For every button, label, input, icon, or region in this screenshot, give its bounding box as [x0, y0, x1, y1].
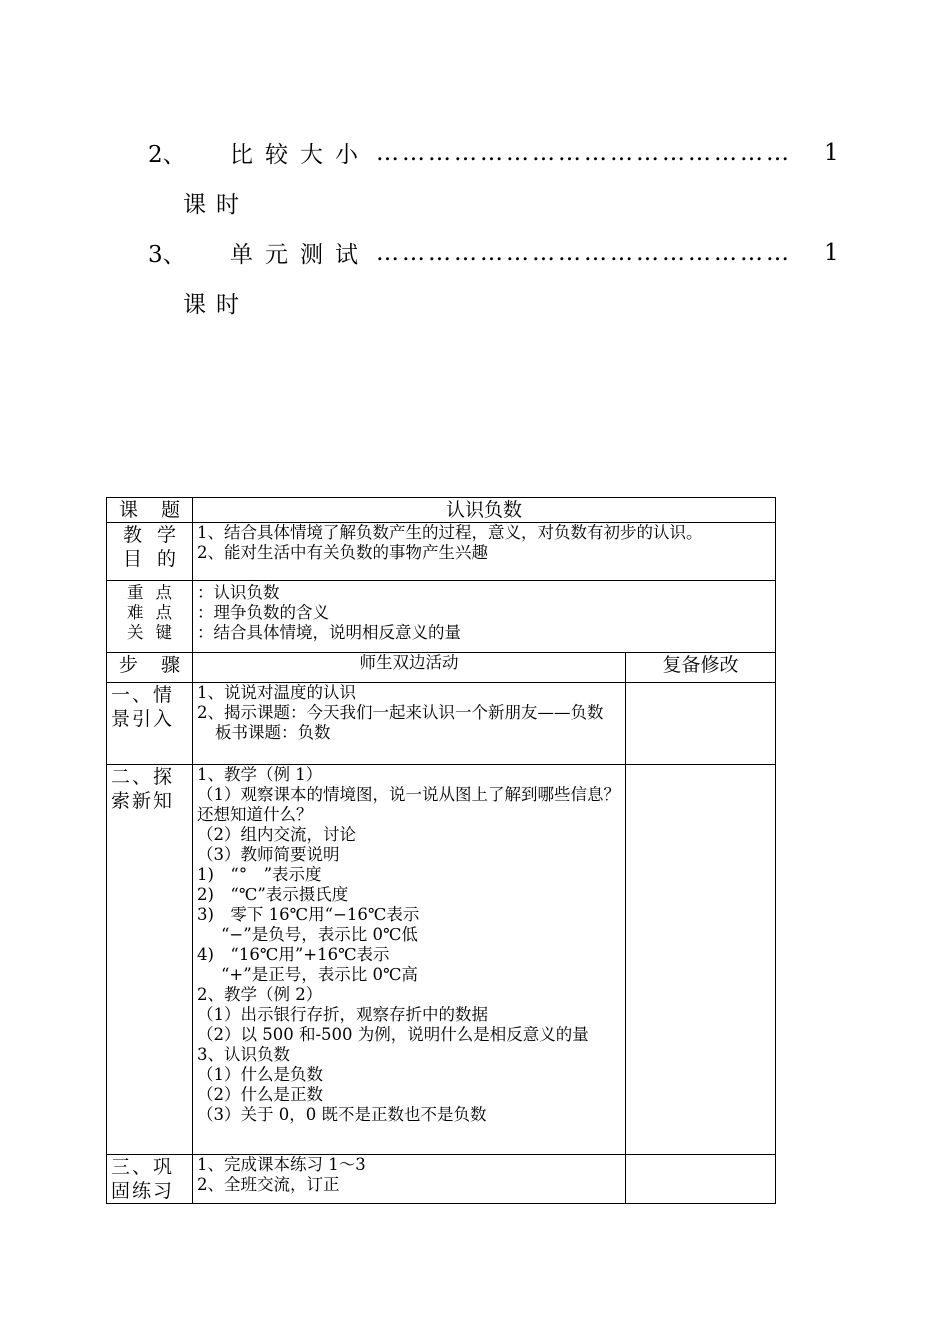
content-line: 板书课题：负数	[215, 723, 331, 742]
toc-title: 单元测试	[230, 242, 370, 268]
goal-label-cell	[107, 523, 193, 581]
step-content	[193, 1155, 626, 1204]
toc-line-2	[148, 136, 838, 169]
toc-continuation: 课时	[183, 292, 249, 318]
content-line: “−”是负号，表示比 0℃低	[221, 925, 418, 944]
content-line: 2、揭示课题：今天我们一起来认识一个新朋友——负数	[197, 703, 604, 722]
key-values-cell	[193, 581, 776, 653]
content-line: 4) “16℃用”+16℃表示	[197, 945, 390, 964]
step-content	[193, 683, 626, 765]
content-line: 3、认识负数	[197, 1045, 290, 1064]
lesson-title: 认识负数	[193, 498, 776, 523]
step-label: 三、巩固练习	[107, 1155, 193, 1204]
content-line: 1) “° ”表示度	[197, 865, 322, 884]
table-row	[107, 765, 776, 1155]
content-line: （1）什么是负数	[197, 1065, 323, 1084]
title-label: 课 题	[107, 498, 193, 523]
content-line: 3) 零下 16℃用“−16℃表示	[197, 905, 420, 924]
content-line: 2、全班交流，订正	[197, 1175, 340, 1194]
content-line: 1、说说对温度的认识	[197, 683, 356, 702]
toc-continuation: 课时	[183, 192, 249, 218]
table-row	[107, 581, 776, 653]
revise-header: 复备修改	[625, 653, 775, 683]
table-row	[107, 1155, 776, 1204]
toc-line-3	[148, 236, 838, 269]
content-line: “+”是正号，表示比 0℃高	[221, 965, 418, 984]
revise-cell	[625, 765, 775, 1155]
toc-page: 1	[824, 139, 839, 166]
key-value: ：理争负数的含义	[197, 603, 329, 622]
goal-item: 1、结合具体情境了解负数产生的过程，意义，对负数有初步的认识。	[197, 523, 703, 542]
step-content	[193, 765, 626, 1155]
step-label: 一、情景引入	[107, 683, 193, 765]
content-line: 2、教学（例 2）	[197, 985, 323, 1004]
toc-number: 2、	[148, 142, 186, 168]
content-line: （2）以 500 和-500 为例，说明什么是相反意义的量	[197, 1025, 589, 1044]
step-header: 步 骤	[107, 653, 193, 683]
toc-page: 1	[824, 239, 839, 266]
goal-item: 2、能对生活中有关负数的事物产生兴趣	[197, 543, 488, 562]
key-labels-cell	[107, 581, 193, 653]
toc-leader-dots: …………………………………………	[376, 139, 792, 166]
lesson-plan-table	[106, 497, 776, 1204]
table-row	[107, 523, 776, 581]
content-line: 2) “℃”表示摄氏度	[197, 885, 349, 904]
activity-header: 师生双边活动	[193, 653, 626, 683]
content-line: （2）什么是正数	[197, 1085, 323, 1104]
key-value: ：认识负数	[197, 583, 280, 602]
toc-title: 比较大小	[230, 142, 370, 168]
goal-label: 教 学	[123, 524, 176, 546]
content-line: （1）观察课本的情境图，说一说从图上了解到哪些信息？还想知道什么？	[197, 785, 620, 824]
table-row	[107, 683, 776, 765]
table-row	[107, 653, 776, 683]
revise-cell	[625, 1155, 775, 1204]
content-line: （2）组内交流，讨论	[197, 825, 356, 844]
content-line: （1）出示银行存折，观察存折中的数据	[197, 1005, 488, 1024]
content-line: 1、完成课本练习 1～3	[197, 1155, 366, 1174]
key-label: 重 点	[127, 583, 172, 602]
toc-leader-dots: …………………………………………	[376, 239, 792, 266]
key-label: 关 键	[127, 623, 172, 642]
toc-number: 3、	[148, 242, 186, 268]
revise-cell	[625, 683, 775, 765]
key-label: 难 点	[127, 603, 172, 622]
content-line: 1、教学（例 1）	[197, 765, 323, 784]
step-label: 二、探索新知	[107, 765, 193, 1155]
content-line: （3）关于 0，0 既不是正数也不是负数	[197, 1105, 487, 1124]
table-row	[107, 498, 776, 523]
content-line: （3）教师简要说明	[197, 845, 340, 864]
goal-label: 目 的	[123, 548, 176, 570]
goals-cell	[193, 523, 776, 581]
key-value: ：结合具体情境，说明相反意义的量	[197, 623, 461, 642]
